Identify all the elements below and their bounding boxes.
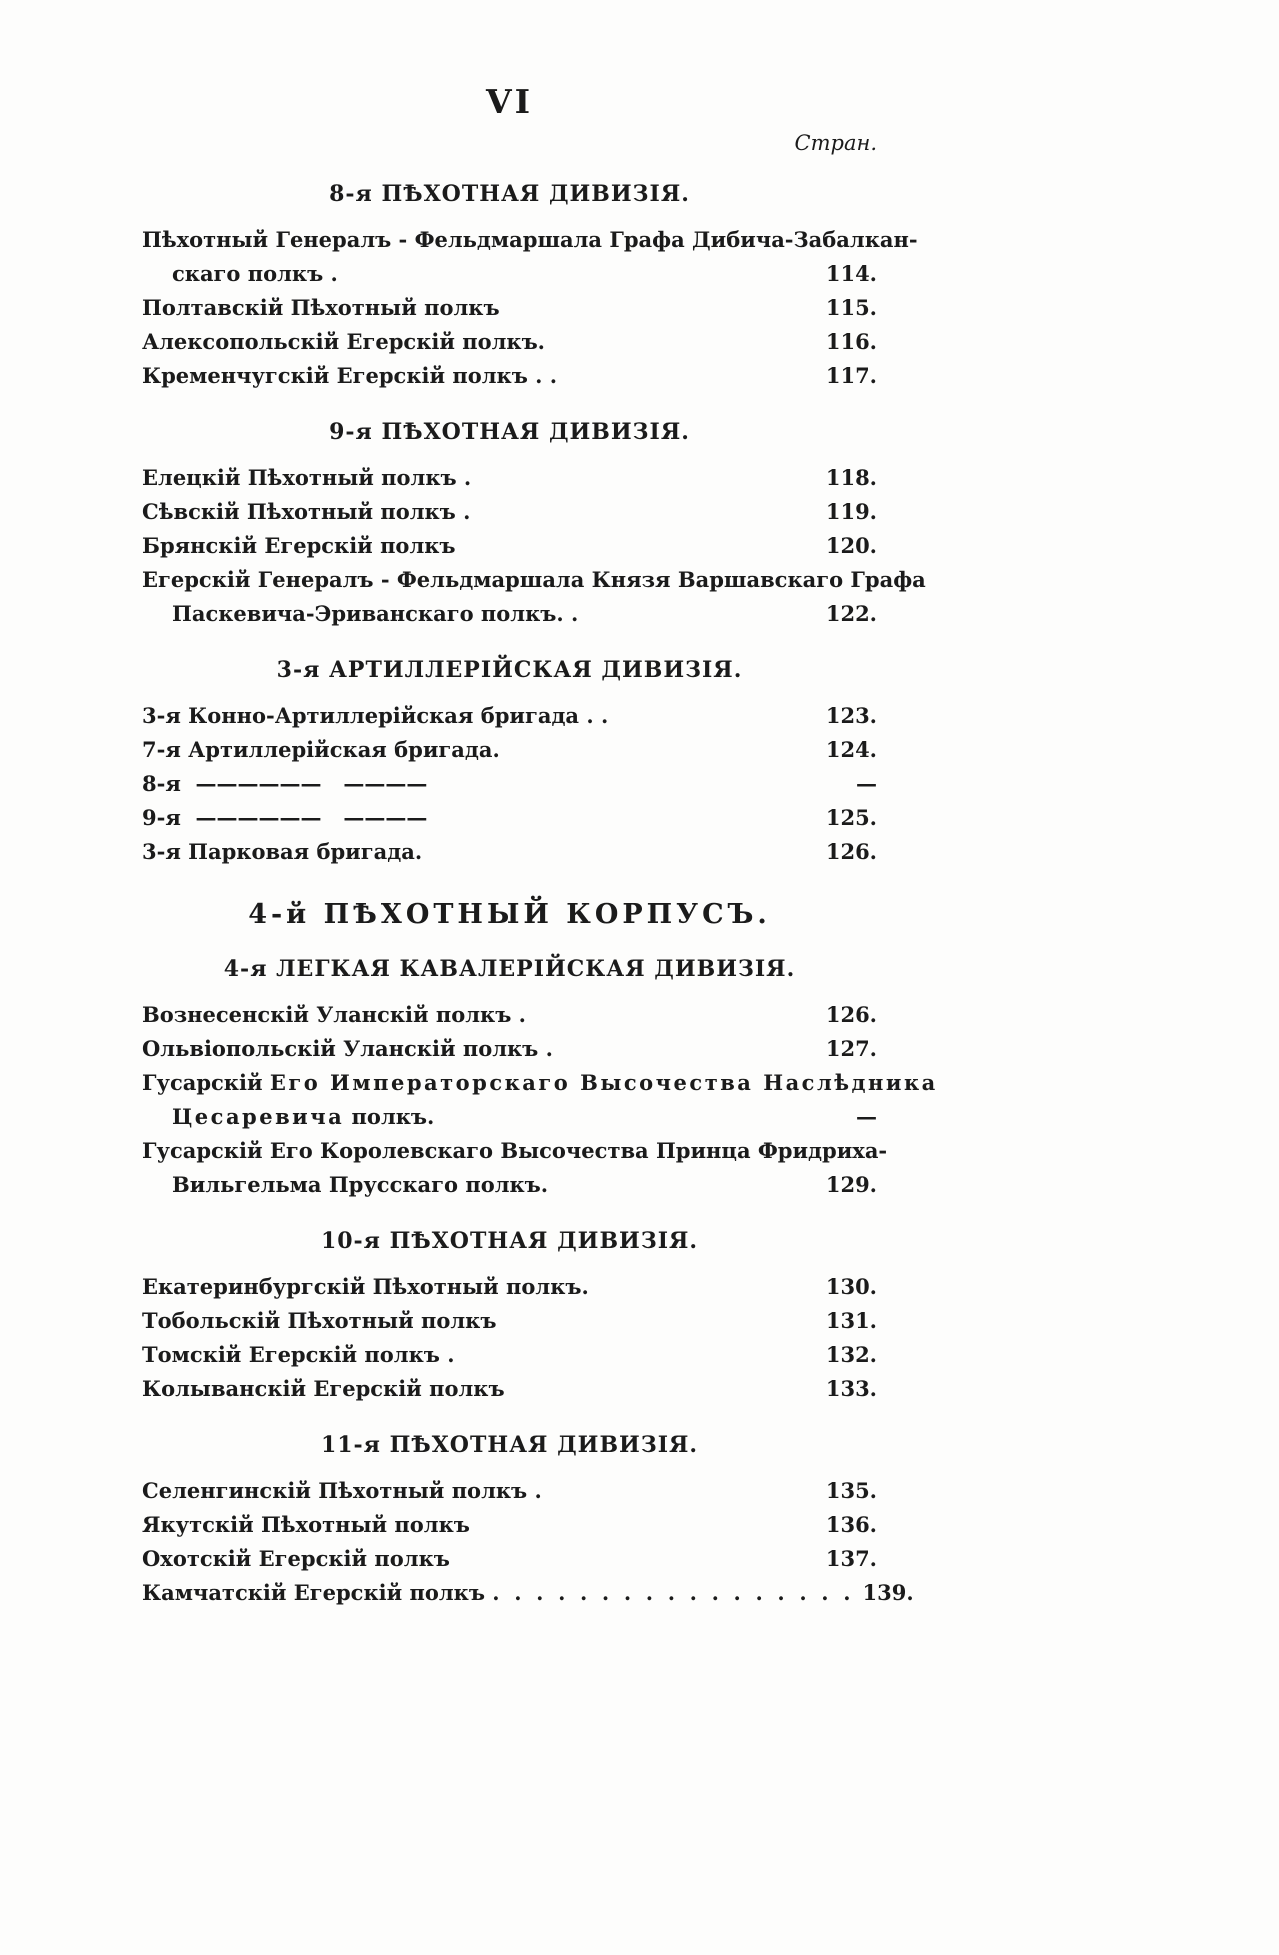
entry-title-wrap	[142, 325, 545, 359]
entry-page-number: 123.	[825, 703, 877, 728]
entry-title: Кременчугскій Егерскій полкъ . .	[142, 363, 558, 388]
entry-page-number: 115.	[825, 295, 877, 320]
entry-page-number: 119.	[825, 499, 877, 524]
entry-title-wrap	[142, 1576, 851, 1610]
entry-page-number: 130.	[825, 1274, 877, 1299]
entry-line	[142, 699, 877, 733]
entry-page-number: 118.	[825, 465, 877, 490]
toc-entry	[142, 529, 877, 563]
division-heading: 11-я ПѢХОТНАЯ ДИВИЗІЯ.	[320, 1432, 699, 1458]
entry-page-number: 126.	[825, 1002, 877, 1027]
entry-line	[142, 767, 877, 801]
toc-entry	[142, 801, 877, 835]
entry-line	[142, 733, 877, 767]
entry-title-wrap	[142, 767, 427, 801]
entry-line	[142, 257, 877, 291]
entry-line	[142, 1304, 877, 1338]
entry-line	[142, 1508, 877, 1542]
entry-title: Паскевича-Эриванскаго полкъ. .	[172, 601, 579, 626]
entry-page-number: 129.	[825, 1172, 877, 1197]
entry-title-wrap	[142, 567, 926, 592]
entry-line	[142, 495, 877, 529]
page-content	[142, 82, 938, 1610]
entry-line	[142, 1168, 877, 1202]
entry-line	[142, 359, 877, 393]
entry-page-number: 126.	[825, 839, 877, 864]
entry-title-wrap	[142, 1304, 496, 1338]
entry-line	[142, 1474, 877, 1508]
entry-line	[142, 1270, 877, 1304]
entry-page-number: 125.	[825, 805, 877, 830]
entry-line	[142, 563, 926, 597]
entry-line	[142, 1338, 877, 1372]
entry-title-wrap	[142, 1138, 887, 1163]
entry-title: Камчатскій Егерскій полкъ . . . . . . . . . . . . . . . . .	[142, 1580, 851, 1605]
entry-page-number: 137.	[825, 1546, 877, 1571]
entry-page-number: 124.	[825, 737, 877, 762]
entry-title: 3-я Конно-Артиллерійская бригада . .	[142, 703, 609, 728]
table-of-contents	[142, 181, 938, 1610]
entry-title: 7-я Артиллерійская бригада.	[142, 737, 500, 762]
toc-entry	[142, 291, 877, 325]
entry-title: Тобольскій Пѣхотный полкъ	[142, 1308, 497, 1333]
entry-line	[142, 1066, 938, 1100]
entry-title-wrap	[142, 1032, 553, 1066]
entry-title-wrap	[142, 1070, 938, 1095]
entry-title: 8-я —————— ————	[142, 771, 428, 796]
entry-title: 3-я Парковая бригада.	[142, 839, 423, 864]
toc-entry	[142, 1032, 877, 1066]
entry-title-wrap	[142, 801, 427, 835]
division-heading: 4-я ЛЕГКАЯ КАВАЛЕРІЙСКАЯ ДИВИЗІЯ.	[223, 956, 796, 982]
entry-title: Селенгинскій Пѣхотный полкъ .	[142, 1478, 542, 1503]
entry-page-number: 139.	[862, 1580, 914, 1605]
entry-title: Сѣвскій Пѣхотный полкъ .	[142, 499, 471, 524]
entry-line	[142, 529, 877, 563]
toc-entry	[142, 1508, 877, 1542]
entry-title-wrap	[172, 1100, 434, 1134]
toc-entry	[142, 359, 877, 393]
entry-title-wrap	[172, 257, 338, 291]
entry-page-number: 136.	[825, 1512, 877, 1537]
toc-entry	[142, 495, 877, 529]
toc-entry	[142, 1576, 914, 1610]
toc-entry	[142, 733, 877, 767]
entry-line	[142, 1134, 888, 1168]
entry-title: Вознесенскій Уланскій полкъ .	[142, 1002, 526, 1027]
division-heading: 10-я ПѢХОТНАЯ ДИВИЗІЯ.	[320, 1228, 699, 1254]
entry-page-number: 127.	[825, 1036, 877, 1061]
toc-entry	[142, 1474, 877, 1508]
toc-entry	[142, 1270, 877, 1304]
entry-page-number: 135.	[825, 1478, 877, 1503]
toc-entry	[142, 998, 877, 1032]
entry-page-number: 120.	[825, 533, 877, 558]
entry-line	[142, 1542, 877, 1576]
division-heading: 8-я ПѢХОТНАЯ ДИВИЗІЯ.	[329, 181, 690, 207]
entry-title: Вильгельма Прусскаго полкъ.	[172, 1172, 549, 1197]
entry-title-letterspaced: Цесаревича	[172, 1104, 345, 1129]
entry-title: Егерскій Генералъ - Фельдмаршала Князя Варшавскаго Графа	[142, 567, 926, 592]
toc-entry	[142, 1372, 877, 1406]
entry-title-wrap	[142, 1542, 450, 1576]
entry-title-wrap	[142, 291, 500, 325]
division-heading: 3-я АРТИЛЛЕРІЙСКАЯ ДИВИЗІЯ.	[276, 657, 743, 683]
page-column-header: Стран.	[794, 131, 877, 155]
entry-title: Елецкій Пѣхотный полкъ .	[142, 465, 472, 490]
entry-title: Екатеринбургскій Пѣхотный полкъ.	[142, 1274, 589, 1299]
entry-title-wrap	[172, 597, 578, 631]
toc-entry	[142, 699, 877, 733]
entry-title: Брянскій Егерскій полкъ	[142, 533, 456, 558]
entry-page-number: 133.	[825, 1376, 877, 1401]
entry-line	[142, 1100, 877, 1134]
entry-line	[142, 461, 877, 495]
entry-title-wrap	[142, 359, 557, 393]
entry-title: Гусарскій	[142, 1070, 270, 1095]
entry-title: Якутскій Пѣхотный полкъ	[142, 1512, 470, 1537]
entry-title: Гусарскій Его Королевскаго Высочества Принца Фридриха-	[142, 1138, 888, 1163]
entry-title-wrap	[142, 1372, 505, 1406]
entry-title-wrap	[172, 1168, 548, 1202]
entry-line	[142, 1576, 914, 1610]
entry-title: Охотскій Егерскій полкъ	[142, 1546, 450, 1571]
entry-page-number: 116.	[825, 329, 877, 354]
entry-page-number: 131.	[825, 1308, 877, 1333]
entry-title: Томскій Егерскій полкъ .	[142, 1342, 455, 1367]
toc-entry	[142, 1304, 877, 1338]
entry-title: Алексопольскій Егерскій полкъ.	[142, 329, 545, 354]
entry-title-letterspaced: Его Императорскаго Высочества Наслѣдника	[269, 1070, 938, 1095]
entry-title-wrap	[142, 227, 918, 252]
entry-line	[142, 998, 877, 1032]
toc-entry	[142, 1338, 877, 1372]
division-heading: 9-я ПѢХОТНАЯ ДИВИЗІЯ.	[329, 419, 690, 445]
entry-title-wrap	[142, 1338, 455, 1372]
entry-line	[142, 835, 877, 869]
entry-title-wrap	[142, 461, 471, 495]
toc-entry	[142, 461, 877, 495]
toc-entry	[142, 835, 877, 869]
entry-title: полкъ.	[344, 1104, 435, 1129]
entry-line	[142, 325, 877, 359]
entry-title-wrap	[142, 1270, 589, 1304]
entry-page-number: 132.	[825, 1342, 877, 1367]
entry-page-number: —	[856, 1104, 877, 1129]
toc-entry	[142, 563, 926, 631]
corps-heading: 4-й ПѢХОТНЫЙ КОРПУСЪ.	[248, 899, 771, 930]
entry-title-wrap	[142, 835, 422, 869]
entry-title: 9-я —————— ————	[142, 805, 428, 830]
toc-entry	[142, 1066, 938, 1134]
entry-page-number: 117.	[825, 363, 877, 388]
entry-line	[142, 1372, 877, 1406]
entry-page-number: 122.	[825, 601, 877, 626]
entry-title-wrap	[142, 733, 500, 767]
entry-title: Полтавскій Пѣхотный полкъ	[142, 295, 500, 320]
entry-title: Ольвіопольскій Уланскій полкъ .	[142, 1036, 553, 1061]
entry-title-wrap	[142, 495, 470, 529]
entry-title-wrap	[142, 699, 608, 733]
entry-title-wrap	[142, 1474, 542, 1508]
entry-line	[142, 1032, 877, 1066]
toc-entry	[142, 1134, 888, 1202]
entry-line	[142, 597, 877, 631]
entry-title-wrap	[142, 529, 456, 563]
entry-title: скаго полкъ .	[172, 261, 338, 286]
entry-line	[142, 223, 918, 257]
entry-line	[142, 801, 877, 835]
entry-title: Пѣхотный Генералъ - Фельдмаршала Графа Дибича-Забалкан-	[142, 227, 918, 252]
toc-entry	[142, 1542, 877, 1576]
entry-page-number: —	[856, 771, 877, 796]
toc-entry	[142, 325, 877, 359]
toc-entry	[142, 767, 877, 801]
entry-title-wrap	[142, 1508, 470, 1542]
entry-page-number: 114.	[825, 261, 877, 286]
page-number: VI	[485, 82, 534, 121]
toc-entry	[142, 223, 918, 291]
entry-title-wrap	[142, 998, 526, 1032]
entry-title: Колыванскій Егерскій полкъ	[142, 1376, 505, 1401]
entry-line	[142, 291, 877, 325]
